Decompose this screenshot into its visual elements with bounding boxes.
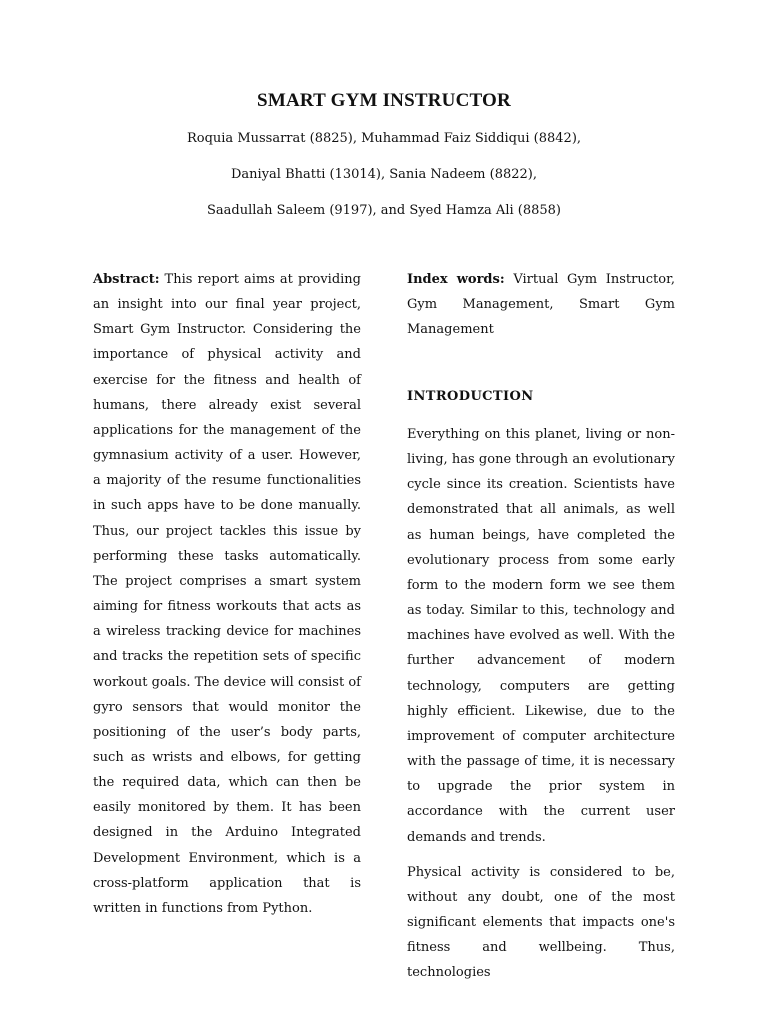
abstract-text: This report aims at providing an insight into our final year project, Smart Gym Instructor. Considering the importance of physical activity and exercise for the fitness and health of humans, there already exist several applications for the management of the gymnasium activity of a user. However, a majority of the resume functionalities in such apps have to be done manually. Thus, our project tackles this issue by performing these tasks automatically. The project comprises a smart system aiming for fitness workouts that acts as a wireless tracking device for machines and tracks the repetition sets of specific workout goals. The device will consist of gyro sensors that would monitor the positioning of the user’s body parts, such as wrists and elbows, for getting the required data, which can then be easily monitored by them. It has been designed in the Arduino Integrated Development Environment, which is a cross-platform application that is written in functions from Python. [93, 272, 361, 916]
author-line-1: Roquia Mussarrat (8825), Muhammad Faiz Siddiqui (8842), [186, 131, 582, 146]
introduction-paragraph-1: Everything on this planet, living or non-living, has gone through an evolutionary cycle since its creation. Scientists have demonstrated that all animals, as well as human beings, have completed the evolutionary process from some early form to the modern form we see them as today. Similar to this, technology and machines have evolved as well. With the further advancement of modern technology, computers are getting highly efficient. Likewise, due to the improvement of computer architecture with the passage of time, it is necessary to upgrade the prior system in accordance with the current user demands and trends. [407, 427, 675, 845]
index-words-paragraph [407, 267, 675, 342]
introduction-paragraph-2: Physical activity is considered to be, without any doubt, one of the most significant elements that impacts one's fitness and wellbeing. Thus, technologies [407, 864, 675, 981]
index-words-text: Virtual Gym Instructor, Gym Management, Smart Gym Management [407, 272, 675, 338]
author-line-2: Daniyal Bhatti (13014), Sania Nadeem (8822), [231, 167, 537, 182]
index-words-section [407, 267, 675, 342]
abstract-paragraph [93, 267, 361, 921]
author-line-3: Saadullah Saleem (9197), and Syed Hamza Ali (8858) [206, 203, 561, 218]
index-words-label: Index words: [407, 272, 505, 287]
abstract-section [93, 267, 361, 921]
introduction-heading: INTRODUCTION [407, 389, 534, 404]
introduction-body [407, 422, 675, 982]
paper-title: SMART GYM INSTRUCTOR [257, 90, 511, 111]
abstract-label: Abstract: [93, 272, 160, 287]
